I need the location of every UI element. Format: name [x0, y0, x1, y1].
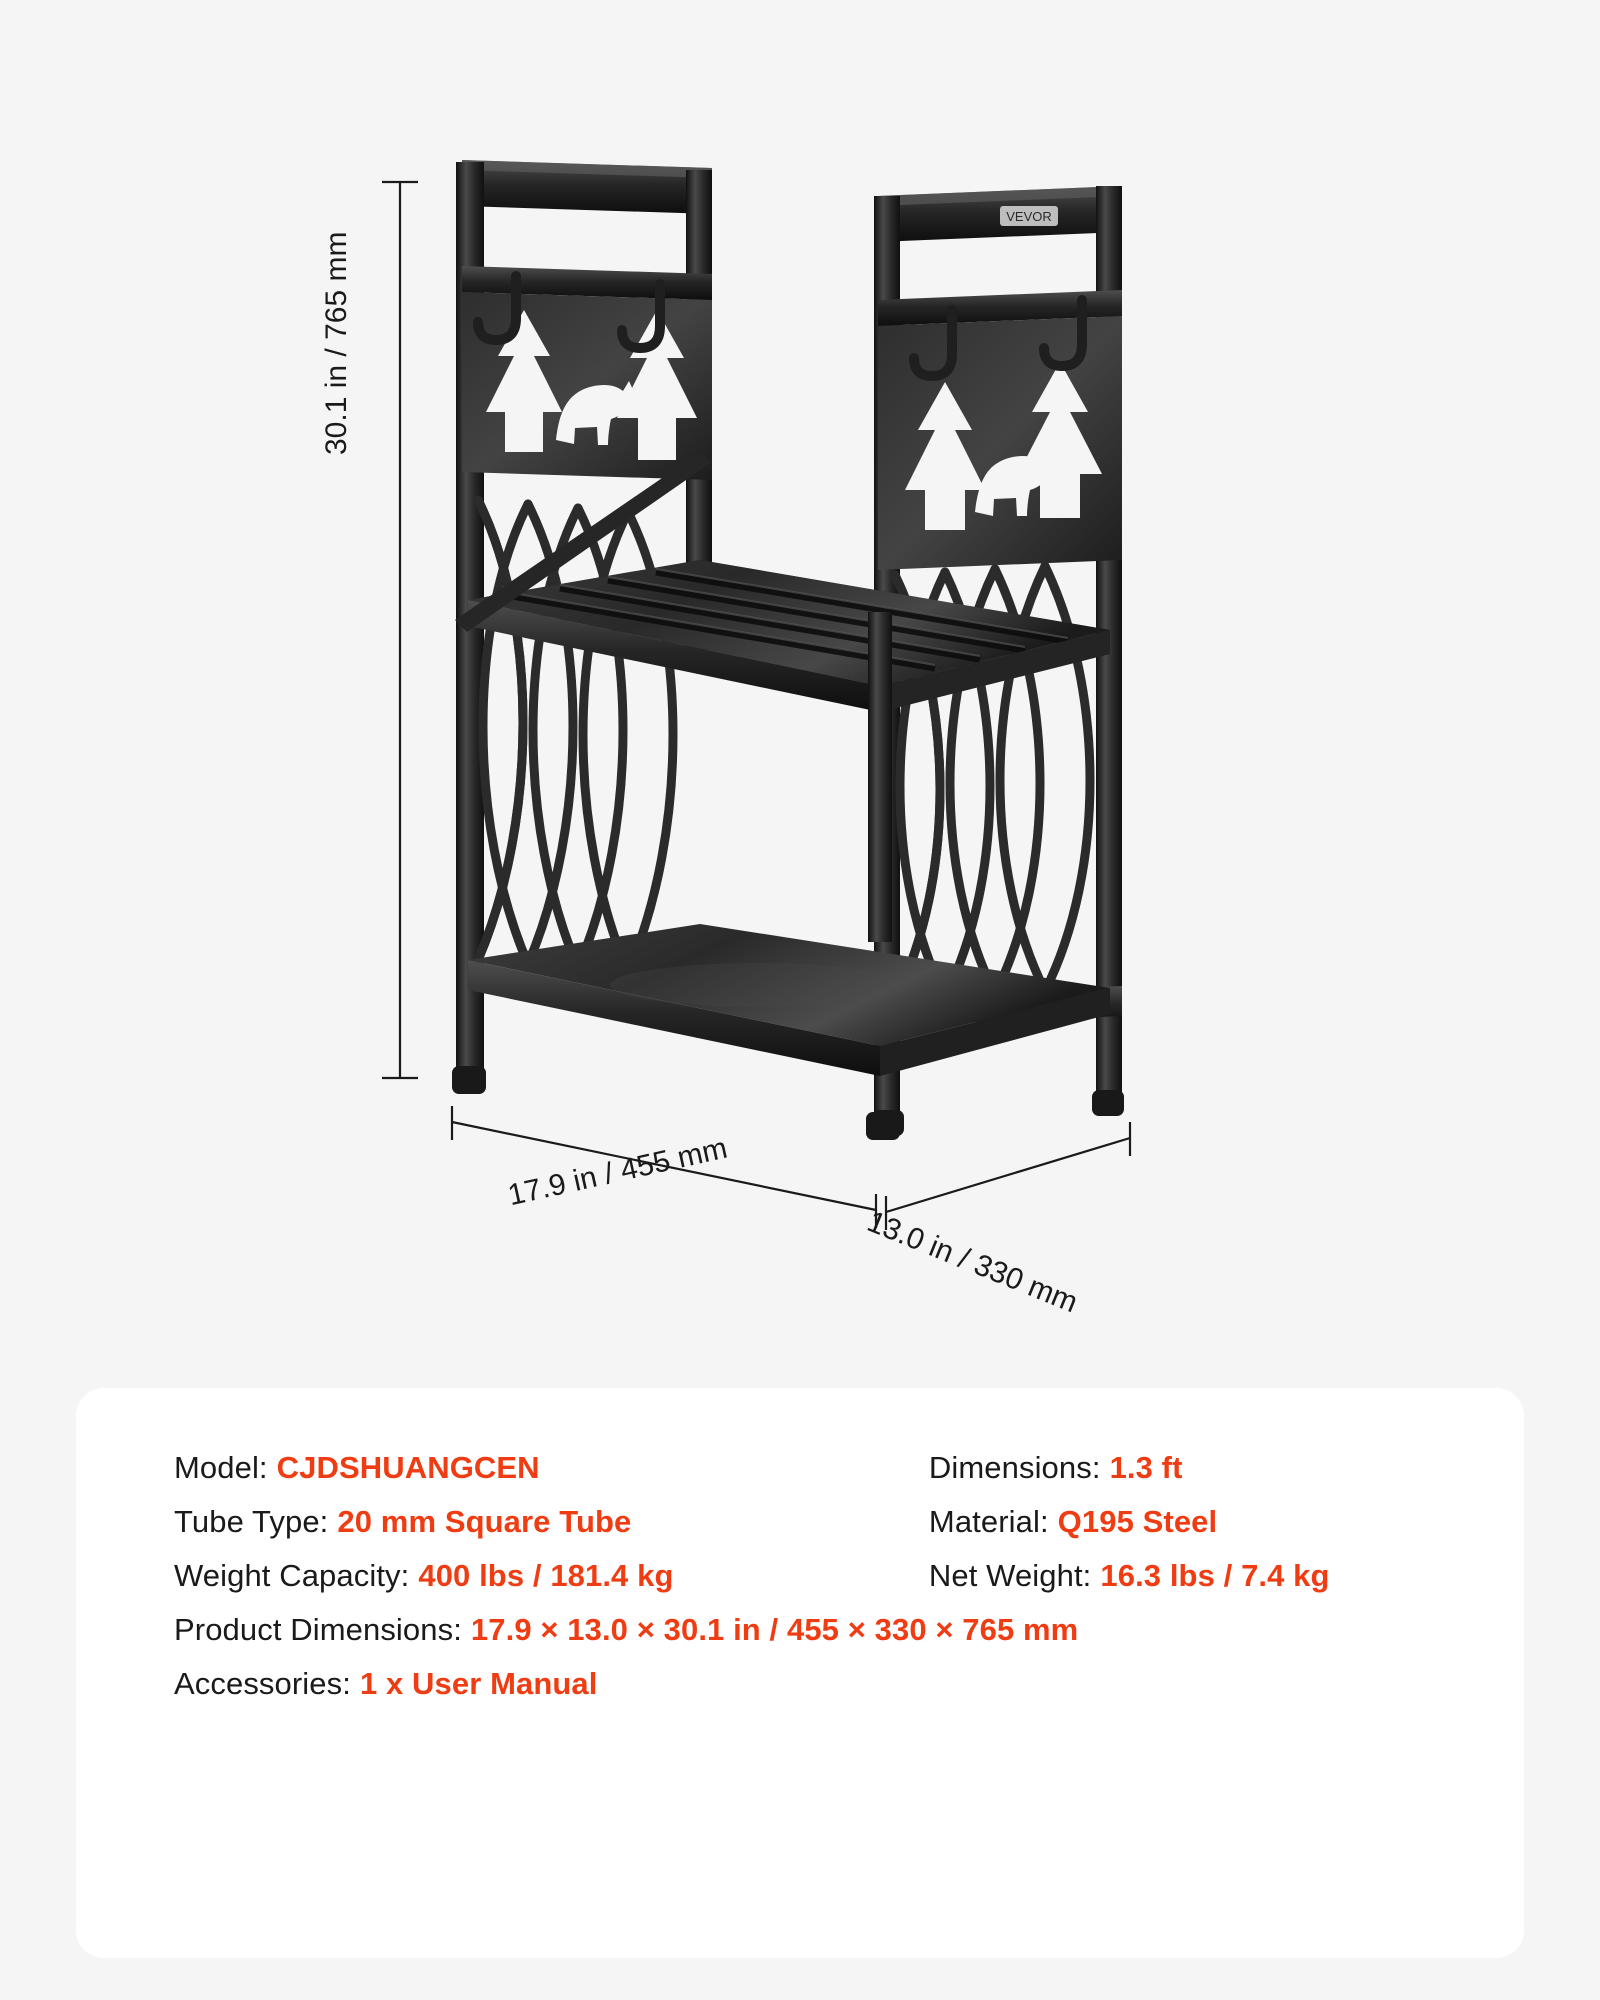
spec-weight-capacity-value: 400 lbs / 181.4 kg [418, 1558, 674, 1593]
spec-product-dimensions [174, 1612, 1464, 1648]
spec-dimensions-value: 1.3 ft [1109, 1450, 1183, 1485]
spec-row-product-dimensions [174, 1612, 1464, 1648]
spec-row-accessories [174, 1666, 1464, 1702]
spec-dimensions [929, 1450, 1464, 1486]
spec-net-weight [929, 1558, 1464, 1594]
spec-tube-type-value: 20 mm Square Tube [337, 1504, 632, 1539]
spec-material-label: Material: [928, 1504, 1049, 1539]
spec-material-value: Q195 Steel [1057, 1504, 1218, 1539]
spec-product-dimensions-label: Product Dimensions: [174, 1612, 462, 1647]
spec-net-weight-value: 16.3 lbs / 7.4 kg [1100, 1558, 1330, 1593]
spec-model-value: CJDSHUANGCEN [276, 1450, 540, 1485]
spec-model-label: Model: [174, 1450, 268, 1485]
spec-tube-type [174, 1504, 929, 1540]
spec-net-weight-label: Net Weight: [928, 1558, 1092, 1593]
dimension-depth-label: 13.0 in / 330 mm [862, 1205, 1083, 1320]
spec-tube-type-label: Tube Type: [174, 1504, 329, 1539]
spec-weight-capacity [174, 1558, 929, 1594]
spec-row-capacity-weight [174, 1558, 1464, 1594]
spec-accessories [174, 1666, 1464, 1702]
dimension-height-label: 30.1 in / 765 mm [320, 231, 353, 455]
spec-product-dimensions-value: 17.9 × 13.0 × 30.1 in / 455 × 330 × 765 mm [470, 1612, 1079, 1647]
spec-row-model-dimensions [174, 1450, 1464, 1486]
spec-dimensions-label: Dimensions: [928, 1450, 1101, 1485]
brand-label: VEVOR [1006, 209, 1052, 224]
dimension-width-label: 17.9 in / 455 mm [505, 1131, 731, 1213]
spec-row-tube-material [174, 1504, 1464, 1540]
specifications-card [76, 1388, 1524, 1958]
spec-weight-capacity-label: Weight Capacity: [174, 1558, 410, 1593]
spec-accessories-value: 1 x User Manual [359, 1666, 598, 1701]
spec-material [929, 1504, 1464, 1540]
spec-accessories-label: Accessories: [174, 1666, 351, 1701]
spec-model [174, 1450, 929, 1486]
